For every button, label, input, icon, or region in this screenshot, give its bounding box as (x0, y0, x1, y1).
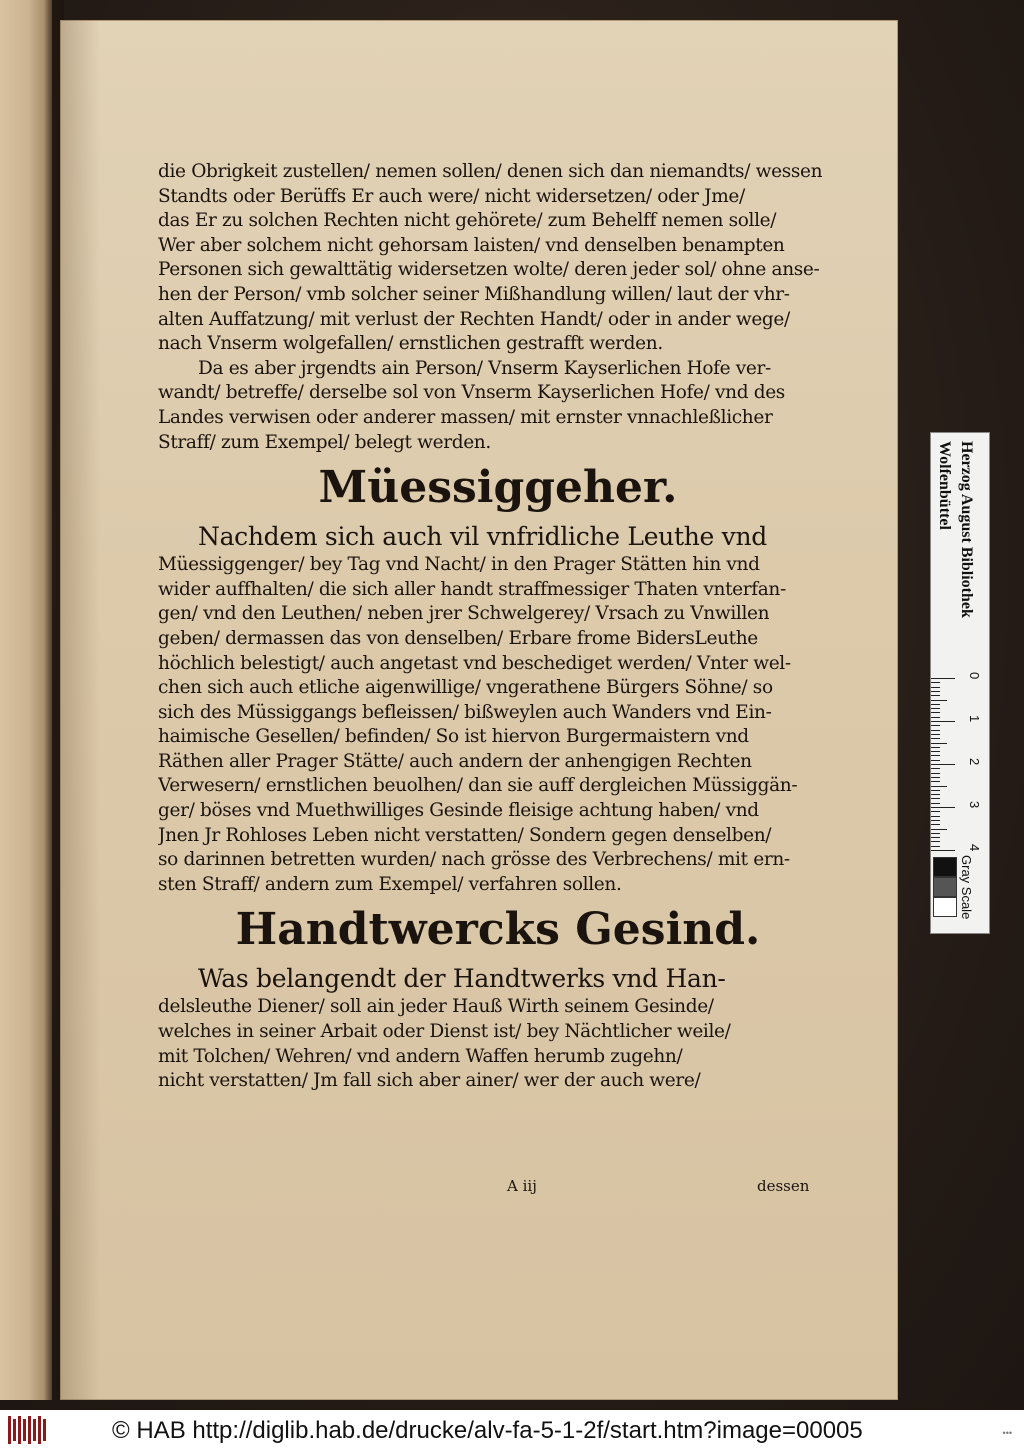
ruler-number: 3 (967, 801, 982, 809)
book-page (60, 20, 898, 1400)
ruler-tick (931, 734, 940, 735)
ruler-tick (931, 837, 940, 838)
ruler-tick (931, 704, 940, 705)
ruler-tick (931, 811, 940, 812)
ruler-tick (931, 777, 940, 778)
ruler-number: 4 (967, 844, 982, 852)
ruler-tick (931, 781, 940, 782)
catchword: dessen (757, 1177, 810, 1195)
ruler-tick (931, 682, 940, 683)
ruler-tick (931, 768, 940, 769)
logo-bar (23, 1419, 26, 1441)
text-line: nicht verstatten/ Jm fall sich aber ainer/ wer der auch were/ (158, 1070, 701, 1092)
text-line: die Obrigkeit zustellen/ nemen sollen/ denen sich dan niemandts/ wessen (158, 161, 823, 182)
text-line: haimische Gesellen/ befinden/ So ist hiervon Burgermaistern vnd (158, 726, 749, 748)
library-name: Herzog August Bibliothek (958, 441, 975, 618)
text-line: hen der Person/ vmb solcher seiner Mißhandlung willen/ laut der vhr- (158, 283, 790, 305)
logo-bar (28, 1416, 31, 1444)
ruler-tick (931, 725, 940, 726)
logo-bar (38, 1416, 41, 1444)
ruler-tick (931, 687, 940, 688)
text-line: das Er zu solchen Rechten nicht gehörete/ zum Behelff nemen solle/ (158, 210, 777, 232)
ruler-tick (931, 755, 940, 756)
logo-bar (43, 1419, 46, 1441)
ruler-tick (931, 816, 940, 817)
ruler-tick (931, 717, 940, 718)
ruler-tick (931, 743, 947, 744)
text-line: ger/ böses vnd Muethwilliges Gesinde fleisige achtung haben/ vnd (158, 800, 759, 822)
ruler-tick (931, 700, 947, 701)
ruler-tick (931, 786, 947, 787)
text-line: welches in seiner Arbait oder Dienst ist/ bey Nächtlicher weile/ (158, 1021, 731, 1043)
ruler-tick (931, 846, 940, 847)
ruler-tick (931, 738, 940, 739)
text-line: höchlich belestigt/ auch angetast vnd beschediget werden/ Vnter wel- (158, 652, 791, 674)
logo-bar (8, 1416, 11, 1444)
text-line: alten Auffatzung/ mit verlust der Rechten Handt/ oder in ander wege/ (158, 308, 790, 330)
text-line: Räthen aller Prager Stätte/ auch andern der anhengigen Rechten (158, 750, 752, 772)
ruler-tick (931, 833, 940, 834)
text-line: Müessiggenger/ bey Tag vnd Nacht/ in den Prager Stätten hin vnd (158, 554, 760, 576)
ruler-tick (931, 721, 955, 722)
text-line: chen sich auch etliche aigenwillige/ vngerathene Bürgers Söhne/ so (158, 677, 773, 699)
paragraph-lead-line: Was belangendt der Handtwerks vnd Han- (198, 964, 726, 994)
ruler-tick (931, 678, 955, 679)
ruler-tick (931, 730, 940, 731)
ruler-tick (931, 773, 940, 774)
ruler-tick (931, 807, 955, 808)
text-line: delsleuthe Diener/ soll ain jeder Hauß Wirth seinem Gesinde/ (158, 996, 714, 1018)
text-line: Standts oder Berüffs Er auch were/ nicht widersetzen/ oder Jme/ (158, 185, 745, 207)
color-ruler (930, 432, 990, 934)
text-line: Da es aber jrgendts ain Person/ Vnserm Kayserlichen Hofe ver- (198, 357, 771, 379)
ruler-tick (931, 760, 940, 761)
logo-bar (13, 1419, 16, 1441)
gray-swatch-white (933, 897, 957, 917)
library-city: Wolfenbüttel (936, 441, 953, 530)
ruler-tick (931, 695, 940, 696)
footer-bar (0, 1410, 1024, 1453)
text-line: gen/ vnd den Leuthen/ neben jrer Schwelgerey/ Vrsach zu Vnwillen (158, 603, 770, 625)
ruler-tick (931, 794, 940, 795)
ruler-number: 1 (967, 715, 982, 723)
ruler-tick (931, 747, 940, 748)
gray-swatch-black (933, 857, 957, 877)
text-line: Verwesern/ ernstlichen beuolhen/ dan sie auff dergleichen Müssiggän- (158, 775, 798, 797)
text-line: mit Tolchen/ Wehren/ vnd andern Waffen herumb zugehn/ (158, 1045, 683, 1067)
ruler-tick (931, 829, 947, 830)
logo-bar (18, 1416, 21, 1444)
ruler-tick (931, 798, 940, 799)
text-line: Jnen Jr Rohloses Leben nicht verstatten/ Sondern gegen denselben/ (158, 824, 772, 846)
text-line: so darinnen betretten wurden/ nach grösse des Verbrechens/ mit ern- (158, 849, 790, 871)
ruler-tick (931, 850, 955, 851)
copyright-url[interactable]: © HAB http://diglib.hab.de/drucke/alv-fa-5-1-2f/start.htm?image=00005 (112, 1417, 863, 1444)
text-line: geben/ dermassen das von denselben/ Erbare frome BidersLeuthe (158, 627, 758, 649)
ruler-tick (931, 691, 940, 692)
ruler-number: 2 (967, 758, 982, 766)
ruler-tick (931, 820, 940, 821)
ruler-tick (931, 803, 940, 804)
ruler-tick (931, 790, 940, 791)
text-line: Landes verwisen oder anderer massen/ mit ernster vnnachleßlicher (158, 406, 773, 428)
text-line: nach Vnserm wolgefallen/ ernstlichen gestrafft werden. (158, 333, 663, 355)
page-text (158, 160, 838, 1094)
ruler-tick (931, 824, 940, 825)
section-heading: Müessiggeher. (318, 462, 678, 514)
ruler-title (931, 433, 989, 683)
text-line: wandt/ betreffe/ derselbe sol von Vnserm Kayserlichen Hofe/ vnd des (158, 382, 785, 404)
ruler-tick (931, 751, 940, 752)
hab-logo (8, 1416, 48, 1444)
text-line: Personen sich gewalttätig widersetzen wolte/ deren jeder sol/ ohne anse- (158, 259, 820, 281)
ruler-tick (931, 708, 940, 709)
text-line: Straff/ zum Exempel/ belegt werden. (158, 431, 491, 453)
text-line: Wer aber solchem nicht gehorsam laisten/ vnd denselben benampten (158, 234, 785, 256)
ruler-tick (931, 764, 955, 765)
text-line: sten Straff/ andern zum Exempel/ verfahren sollen. (158, 873, 622, 895)
paragraph-lead-line: Nachdem sich auch vil vnfridliche Leuthe vnd (198, 522, 768, 552)
ruler-number: 0 (967, 672, 982, 680)
logo-bar (33, 1419, 36, 1441)
gray-scale-label: Gray Scale (959, 855, 974, 920)
signature-mark: A iij (507, 1177, 537, 1195)
section-heading: Handtwercks Gesind. (235, 904, 761, 956)
text-line: wider auffhalten/ die sich aller handt straffmessiger Thaten vnterfan- (158, 578, 786, 600)
footer-dots: ••• (1002, 1428, 1012, 1438)
ruler-scale (931, 672, 989, 858)
text-line: sich des Müssiggangs befleissen/ bißweylen auch Wanders vnd Ein- (158, 701, 772, 723)
gray-swatch-dark (933, 877, 957, 897)
ruler-tick (931, 712, 940, 713)
ruler-tick (931, 841, 940, 842)
